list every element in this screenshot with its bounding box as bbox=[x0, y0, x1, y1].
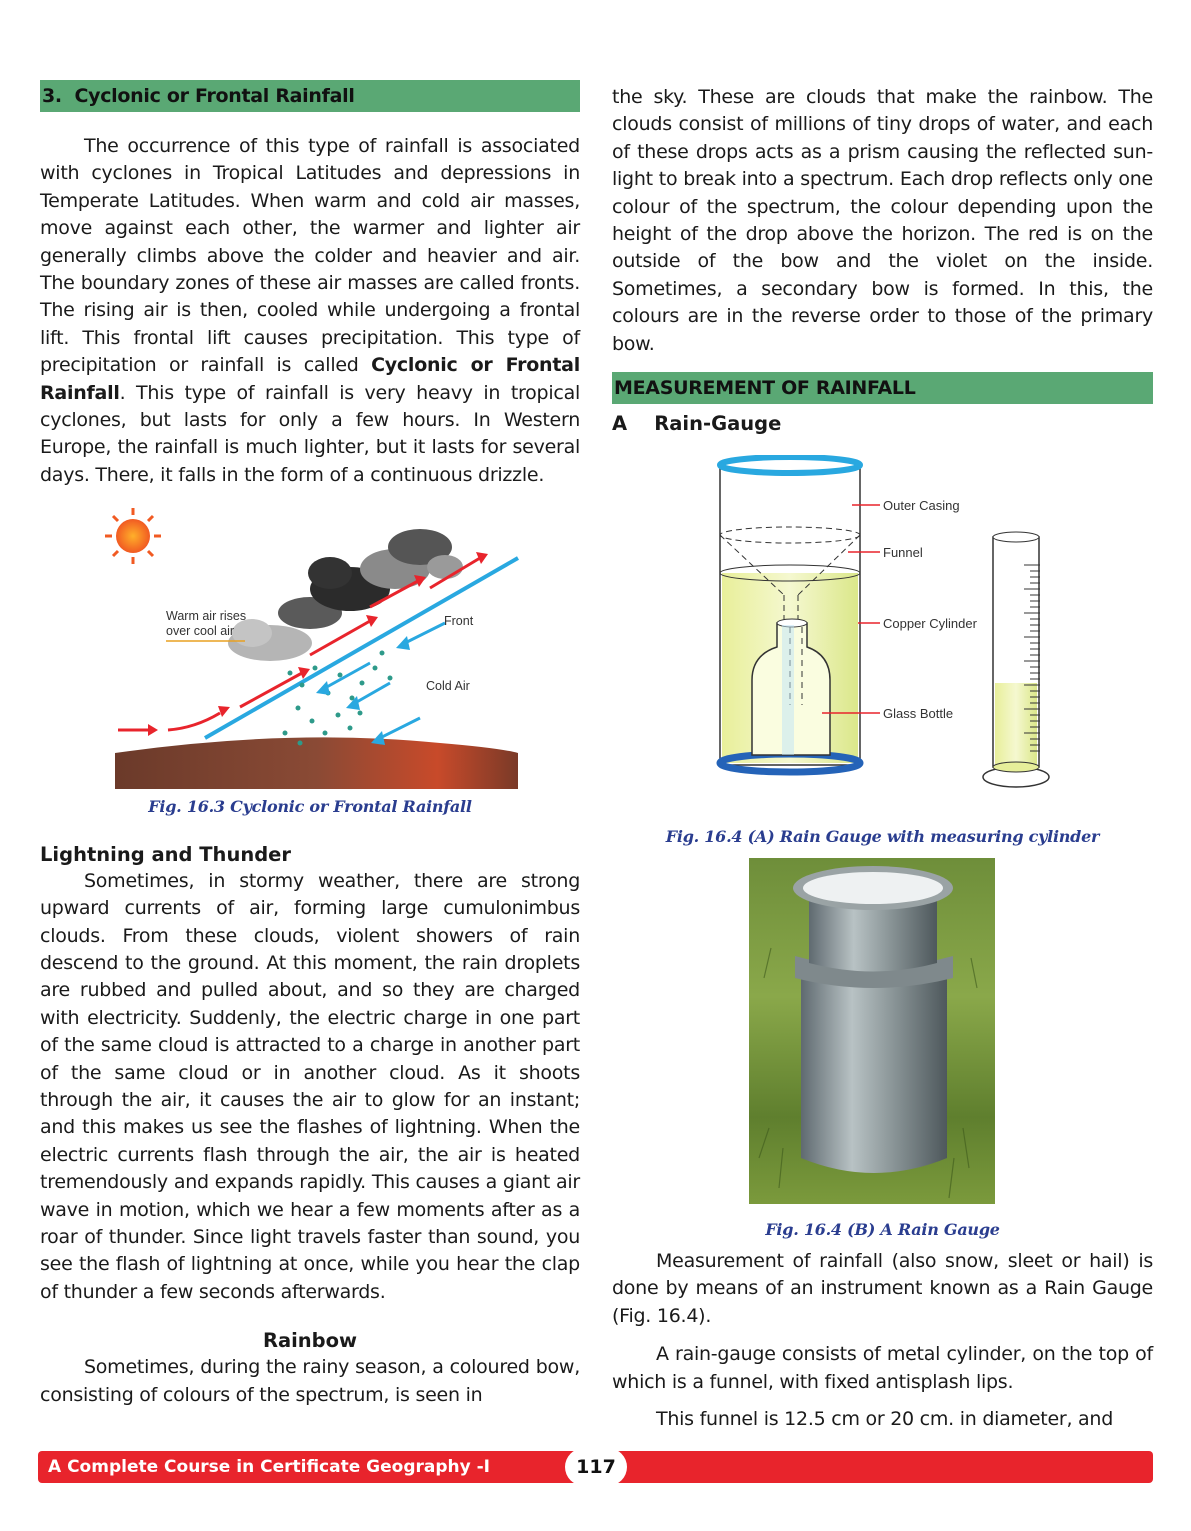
label-warm-air-2: over cool air bbox=[166, 624, 235, 639]
figure-caption-a: Fig. 16.4 (A) Rain Gauge with measuring cylinder bbox=[665, 827, 1100, 847]
label-warm-air: Warm air rises bbox=[166, 609, 247, 624]
footer-book-title: A Complete Course in Certificate Geography -I bbox=[48, 1457, 491, 1477]
rain-gauge-photo bbox=[749, 858, 995, 1204]
measurement-paragraph-1: Measurement of rainfall (also snow, sleet or hail) is done by means of an instrument known as a Rain Gauge (Fig. 16.4). bbox=[612, 1249, 1153, 1327]
label-glass-bottle: Glass Bottle bbox=[883, 706, 954, 722]
label-copper-cylinder: Copper Cylinder bbox=[883, 616, 977, 632]
section-heading-measurement: MEASUREMENT OF RAINFALL bbox=[612, 372, 1153, 404]
label-funnel: Funnel bbox=[883, 545, 923, 561]
figure-rain-gauge-diagram bbox=[612, 455, 1153, 823]
section-heading-cyclonic: 3. Cyclonic or Frontal Rainfall bbox=[40, 80, 580, 112]
rain-gauge-heading: A Rain-Gauge bbox=[612, 412, 782, 436]
right-column bbox=[612, 80, 1153, 1433]
figure-frontal-rainfall bbox=[40, 503, 580, 793]
frontal-rainfall-illustration bbox=[40, 503, 580, 793]
measurement-paragraph-3: This funnel is 12.5 cm or 20 cm. in diameter, and bbox=[656, 1407, 1114, 1430]
figure-caption: Fig. 16.3 Cyclonic or Frontal Rainfall bbox=[148, 797, 472, 817]
rainbow-paragraph: Sometimes, during the rainy season, a coloured bow, consisting of colours of the spectrum, is seen in bbox=[40, 1356, 580, 1406]
bold-term: Cyclonic or Frontal Rainfall bbox=[40, 354, 580, 404]
lightning-heading: Lightning and Thunder bbox=[40, 842, 292, 866]
cyclonic-paragraph: The occurrence of this type of rainfall is associated with cyclones in Tropical Latitudes and depressions in Temperate Latitudes. When warm and cold air masses, move against each other, the warmer and lighter air generally climbs above the colder and heavier and air. The boundary zones of these air masses are called fronts. The rising air is then, cooled while undergoing a frontal lift. This frontal lift causes precipitation. This type of precipitation or rainfall is called Cyclonic or Frontal Rainfall. This type of rainfall is very heavy in tropical cyclones, but lasts for only a few hours. In Western Europe, the rainfall is much lighter, but it lasts for several days. There, it falls in the form of a continuous drizzle. bbox=[40, 135, 580, 486]
rain-gauge-photo-drawing bbox=[749, 858, 995, 1204]
label-cold-air: Cold Air bbox=[426, 679, 470, 694]
measuring-cylinder bbox=[983, 532, 1049, 787]
rainbow-heading: Rainbow bbox=[262, 1329, 358, 1353]
measurement-paragraph-2: A rain-gauge consists of metal cylinder, on the top of which is a funnel, with fixed antisplash lips. bbox=[612, 1343, 1153, 1393]
page-number: 117 bbox=[565, 1448, 627, 1486]
ground-shape bbox=[115, 738, 518, 790]
lightning-paragraph: Sometimes, in stormy weather, there are strong upward currents of air, forming large cumulonimbus clouds. From these clouds, violent showers of rain descend to the ground. At this moment, the rain droplets are rubbed and pulled about, and so they are charged with electricity. Suddenly, the electric charge in one part of the same cloud is attracted to a charge in another part of the same cloud or in another cloud. As it shoots through the air, it causes the air to glow for an instant; and this makes us see the flashes of lightning. When the electric currents flash through the air, the air is heated tremendously and expands rapidly. This causes a giant air wave in motion, which we hear a few moments after as a roar of thunder. Since light travels faster than sound, you see the flash of lightning at once, while you hear the clap of thunder a few seconds afterwards. bbox=[40, 869, 580, 1303]
rain-drops bbox=[283, 651, 393, 746]
rain-gauge-diagram bbox=[612, 455, 1153, 823]
sun-icon bbox=[105, 508, 161, 564]
rainbow-continued-paragraph: the sky. These are clouds that make the rainbow. The clouds consist of millions of tiny drops of water, and each of these drops acts as a prism causing the reflected sun-light to break into a spectrum. Each drop reflects only one colour of the spectrum, the colour depending upon the height of the drop above the horizon. The red is on the outside of the bow and the violet on the inside. Sometimes, a secondary bow is formed. In this, the colours are in the reverse order to those of the primary bow. bbox=[612, 86, 1153, 355]
label-outer-casing: Outer Casing bbox=[883, 498, 960, 514]
figure-caption-b: Fig. 16.4 (B) A Rain Gauge bbox=[765, 1220, 1000, 1240]
left-column bbox=[40, 80, 580, 1409]
cloud-icon bbox=[228, 529, 463, 661]
label-front: Front bbox=[444, 614, 474, 629]
